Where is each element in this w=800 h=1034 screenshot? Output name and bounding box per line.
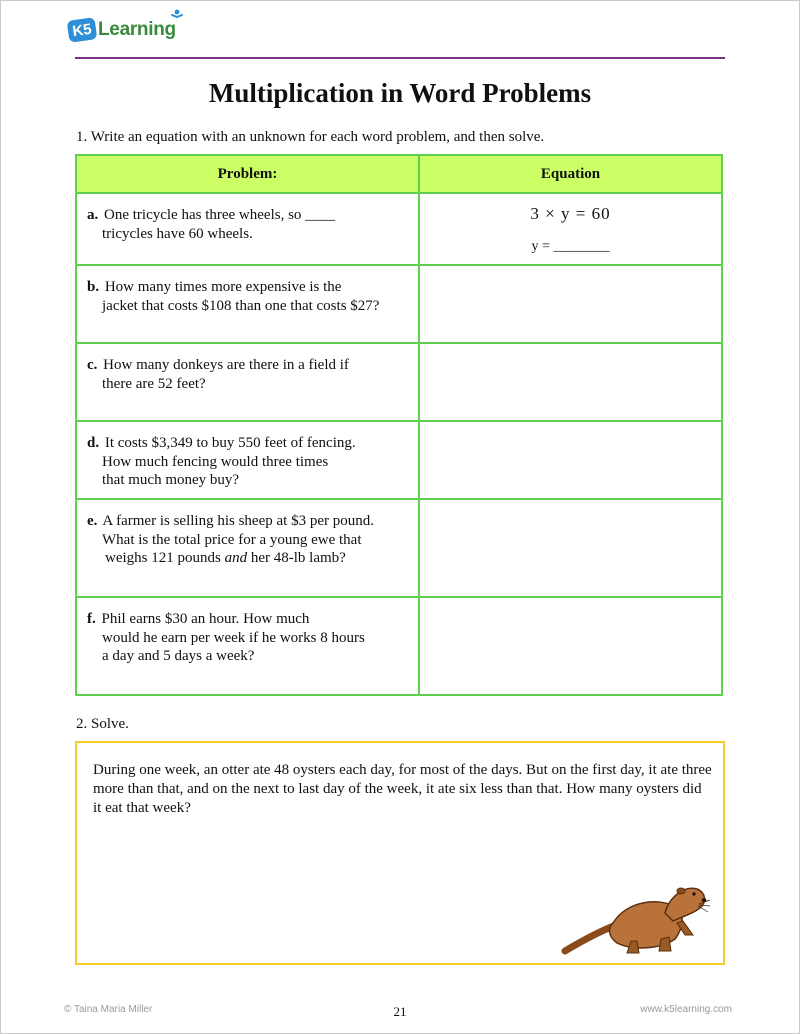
equation-a-cell[interactable] [420, 194, 721, 264]
problem-f-text: f. Phil earns $30 an hour. How much would he earn per week if he works 8 hours a day and 5 days a week? [77, 598, 420, 694]
equation-a: 3 × y = 60 [530, 204, 611, 223]
equation-b-cell[interactable] [420, 266, 721, 342]
problem-row-b [77, 266, 721, 344]
problem-row-c [77, 344, 721, 422]
logo-word: Learning [98, 19, 176, 40]
problem-e-text: e. A farmer is selling his sheep at $3 per pound. What is the total price for a young ewe that weighs 121 pounds and her 48-lb lamb? [77, 500, 420, 596]
problems-table [75, 154, 723, 696]
problem-d-text: d. It costs $3,349 to buy 550 feet of fencing. How much fencing would three times that much money buy? [77, 422, 420, 498]
section2-label: 2. Solve. [76, 716, 129, 732]
equation-c-cell[interactable] [420, 344, 721, 420]
k5-learning-logo [68, 16, 176, 44]
footer-copyright: © Taina Maria Miller [64, 1004, 153, 1015]
equation-d-cell[interactable] [420, 422, 721, 498]
page-title: Multiplication in Word Problems [208, 78, 592, 108]
problem-header: Problem: [77, 156, 420, 192]
equation-f-cell[interactable] [420, 598, 721, 694]
problem-row-e [77, 500, 721, 598]
problem-row-a [77, 194, 721, 266]
logo-mark: K5 [67, 17, 98, 43]
story-problem-box [75, 741, 725, 965]
problem-a-text: a. One tricycle has three wheels, so ____ tricycles have 60 wheels. [77, 194, 420, 264]
header-rule [75, 57, 725, 59]
table-header-row [77, 156, 721, 194]
problem-c-text: c. How many donkeys are there in a field if there are 52 feet? [77, 344, 420, 420]
logo-figure-icon [170, 9, 184, 23]
problem-a-letter: a. [87, 207, 99, 223]
section1-instruction: 1. Write an equation with an unknown for each word problem, and then solve. [76, 129, 545, 145]
otter-illustration [561, 877, 711, 955]
story-problem-text: During one week, an otter ate 48 oysters each day, for most of the days. But on the first day, it ate three more than that, and on the next to last day of the week, it ate six less than that. How many oysters did it eat that week? [93, 762, 712, 816]
equation-a-answer-blank[interactable]: y = ________ [531, 239, 610, 254]
footer-site: www.k5learning.com [640, 1004, 732, 1015]
equation-e-cell[interactable] [420, 500, 721, 596]
equation-header: Equation [540, 165, 601, 182]
problem-row-d [77, 422, 721, 500]
problem-row-f [77, 598, 721, 694]
problem-b-text: b. How many times more expensive is the jacket that costs $108 than one that costs $27? [77, 266, 420, 342]
page-number: 21 [393, 1004, 407, 1019]
